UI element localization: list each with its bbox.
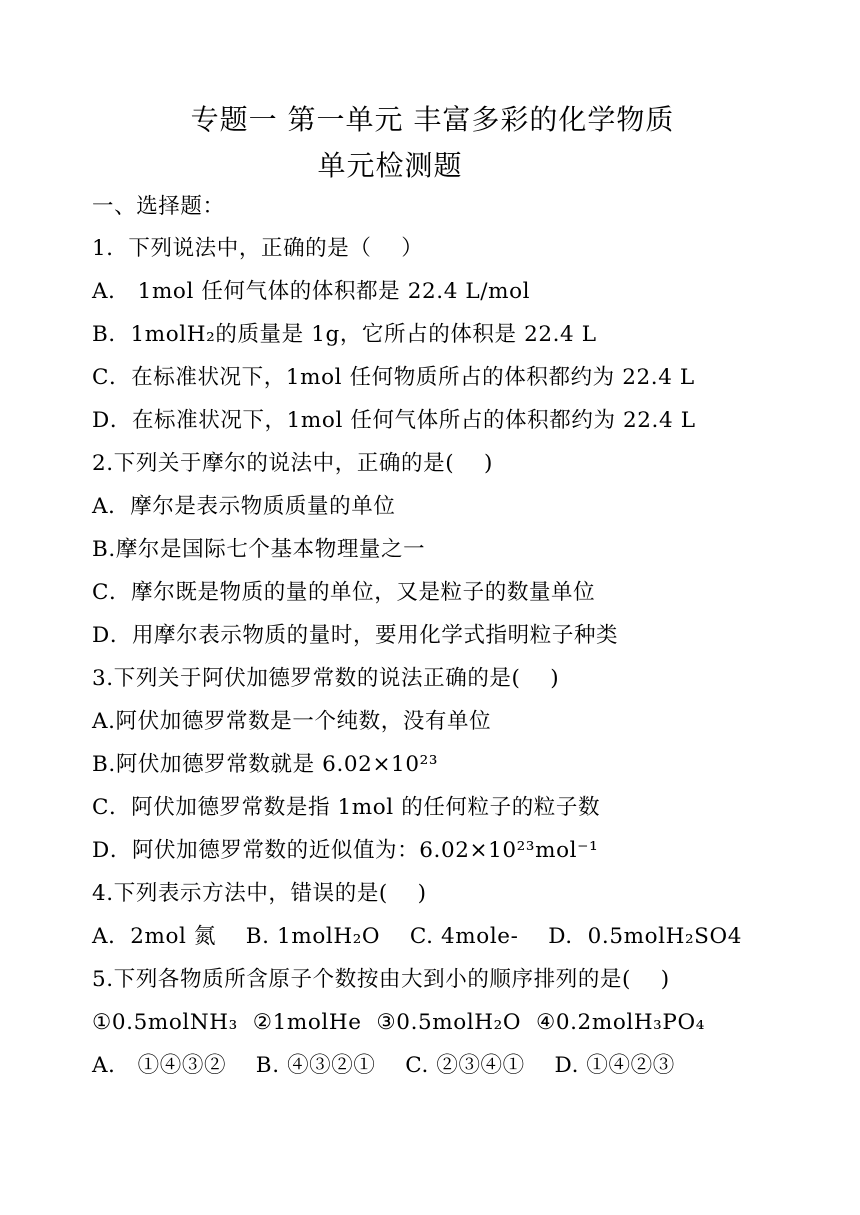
question-4-options: A．2mol 氮 B. 1molH₂O C. 4mole- D. 0.5molH₂SO4 [92,924,743,949]
document-subtitle: 单元检测题 [317,149,463,182]
question-5-stem: 5.下列各物质所含原子个数按由大到小的顺序排列的是( ) [92,967,670,992]
question-3-option-b: B.阿伏加德罗常数就是 6.02×10²³ [92,752,439,777]
question-3-stem: 3.下列关于阿伏加德罗常数的说法正确的是( ) [92,666,560,691]
question-2-stem: 2.下列关于摩尔的说法中，正确的是( ) [92,451,493,476]
question-3-option-c: C．阿伏加德罗常数是指 1mol 的任何粒子的粒子数 [92,795,601,820]
question-1-option-b: B．1molH₂的质量是 1g，它所占的体积是 22.4 L [92,322,597,347]
question-3-option-d: D．阿伏加德罗常数的近似值为：6.02×10²³mol⁻¹ [92,838,599,863]
question-1-option-d: D．在标准状况下，1mol 任何气体所占的体积都约为 22.4 L [92,408,696,433]
question-2-option-a: A．摩尔是表示物质质量的单位 [92,494,396,519]
question-5-substances: ①0.5molNH₃ ②1molHe ③0.5molH₂O ④0.2molH₃PO₄ [92,1010,705,1035]
question-2-option-c: C．摩尔既是物质的量的单位，又是粒子的数量单位 [92,580,596,605]
document-title: 专题一 第一单元 丰富多彩的化学物质 [190,103,675,136]
question-2-option-d: D．用摩尔表示物质的量时，要用化学式指明粒子种类 [92,623,619,648]
question-4-stem: 4.下列表示方法中，错误的是( ) [92,881,427,906]
question-1-option-a: A． 1mol 任何气体的体积都是 22.4 L/mol [92,279,531,304]
question-2-option-b: B.摩尔是国际七个基本物理量之一 [92,537,426,562]
question-1-stem: 1．下列说法中，正确的是（ ） [92,236,424,261]
question-5-options: A． ①④③② B. ④③②① C. ②③④① D. ①④②③ [92,1053,675,1078]
question-3-option-a: A.阿伏加德罗常数是一个纯数，没有单位 [92,709,492,734]
section-heading: 一、选择题： [92,194,225,219]
question-1-option-c: C．在标准状况下，1mol 任何物质所占的体积都约为 22.4 L [92,365,695,390]
